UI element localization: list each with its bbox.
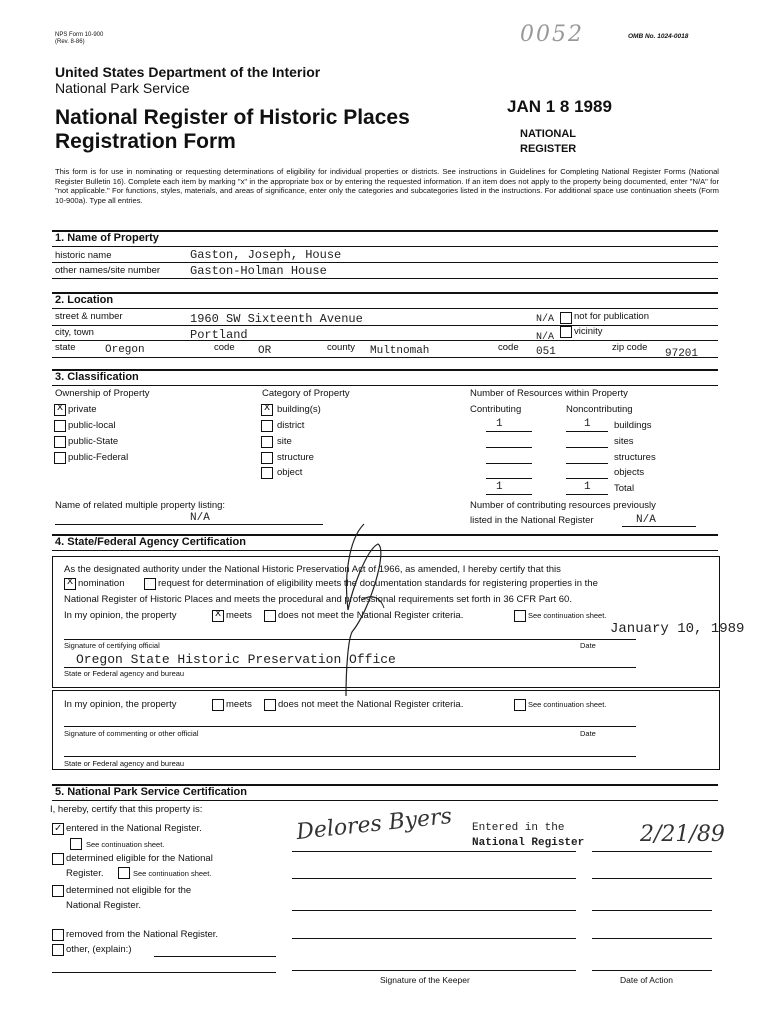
- category-structure-checkbox[interactable]: [261, 452, 273, 464]
- action-date: 2/21/89: [640, 822, 725, 847]
- does-not-meet2-checkbox[interactable]: [264, 699, 276, 711]
- certifying-signature-icon: [326, 520, 396, 700]
- section3-heading: 3. Classification: [55, 371, 139, 383]
- previously-listed-value: N/A: [636, 514, 656, 526]
- section5-heading: 5. National Park Service Certification: [55, 786, 247, 798]
- see-continuation-checkbox[interactable]: [514, 610, 526, 622]
- category-buildings-checkbox[interactable]: [261, 404, 273, 416]
- handwritten-number: 0052: [520, 22, 584, 47]
- agency-value: Oregon State Historic Preservation Office: [76, 652, 396, 667]
- vicinity-checkbox[interactable]: [560, 326, 572, 338]
- ownership-label: Ownership of Property: [55, 388, 150, 399]
- service: National Park Service: [55, 80, 190, 96]
- historic-name-label: historic name: [55, 250, 112, 261]
- not-eligible-label-2: National Register.: [66, 900, 141, 911]
- stamp-national: NATIONAL: [520, 128, 577, 140]
- opinion-prefix: In my opinion, the property: [64, 610, 177, 621]
- determined-eligible-label-1: determined eligible for the National: [66, 853, 213, 864]
- county-code-label: code: [498, 342, 519, 353]
- section1-heading: 1. Name of Property: [55, 232, 159, 244]
- see-cont1-label: See continuation sheet.: [86, 840, 165, 849]
- check-x-icon: x: [214, 608, 222, 620]
- section2-heading: 2. Location: [55, 294, 114, 306]
- meets-checkbox[interactable]: [212, 610, 224, 622]
- ownership-public-local-label: public-local: [68, 420, 116, 431]
- contributing-label: Contributing: [470, 404, 522, 415]
- ownership-private-checkbox[interactable]: [54, 404, 66, 416]
- date-label: Date: [580, 641, 596, 650]
- street-value: 1960 SW Sixteenth Avenue: [190, 312, 363, 326]
- not-eligible-label-1: determined not eligible for the: [66, 885, 192, 896]
- county-label: county: [327, 342, 355, 353]
- agency2-label: State or Federal agency and bureau: [64, 759, 185, 768]
- related-listing-value: N/A: [190, 512, 210, 524]
- date-action-label: Date of Action: [620, 975, 673, 985]
- nomination-label: nomination: [78, 578, 125, 589]
- entered-label: entered in the National Register.: [66, 823, 202, 834]
- certification-date: January 10, 1989: [610, 621, 745, 637]
- ownership-public-federal-label: public-Federal: [68, 452, 129, 463]
- city-label: city, town: [55, 327, 94, 338]
- request-determination-label: request for determination of eligibility meets the documentation standards for registering properties in the: [158, 578, 598, 589]
- vicinity-label: vicinity: [574, 326, 603, 337]
- contributing-buildings: 1: [496, 418, 503, 430]
- resources-objects-label: objects: [614, 467, 645, 478]
- keeper-signature: Delores Byers: [295, 803, 454, 846]
- state-label: state: [55, 342, 76, 353]
- nomination-checkbox[interactable]: [64, 578, 76, 590]
- zip-value: 97201: [665, 348, 699, 360]
- page-subtitle: Registration Form: [55, 130, 236, 153]
- ownership-private-label: private: [68, 404, 97, 415]
- ownership-public-local-checkbox[interactable]: [54, 420, 66, 432]
- does-not-meet-checkbox[interactable]: [264, 610, 276, 622]
- does-not-meet2-label: does not meet the National Register criteria.: [278, 699, 464, 710]
- entered-note-2: National Register: [472, 837, 585, 849]
- certify-line: I, hereby, certify that this property is:: [50, 804, 203, 815]
- keeper-label: Signature of the Keeper: [380, 975, 470, 985]
- cert-line-1: As the designated authority under the National Historic Preservation Act of 1966, as amended, I hereby certify that this: [64, 564, 561, 575]
- city-value: Portland: [190, 328, 248, 342]
- form-number: NPS Form 10-900: [55, 32, 104, 38]
- category-object-label: object: [277, 467, 303, 478]
- section4-heading: 4. State/Federal Agency Certification: [55, 536, 246, 548]
- meets2-checkbox[interactable]: [212, 699, 224, 711]
- ownership-public-federal-checkbox[interactable]: [54, 452, 66, 464]
- other-label: other, (explain:): [66, 944, 132, 955]
- see-continuation2-label: See continuation sheet.: [528, 700, 607, 709]
- ownership-public-state-checkbox[interactable]: [54, 436, 66, 448]
- noncontributing-total: 1: [584, 481, 591, 493]
- noncontributing-buildings: 1: [584, 418, 591, 430]
- previously-listed-label-1: Number of contributing resources previously: [470, 500, 656, 511]
- county-code-value: 051: [536, 346, 556, 358]
- not-for-publication-label: not for publication: [574, 311, 649, 322]
- resources-structures-label: structures: [614, 452, 656, 463]
- form-revision: (Rev. 8-86): [55, 39, 85, 45]
- state-code-label: code: [214, 342, 235, 353]
- see-continuation-label: See continuation sheet.: [528, 611, 607, 620]
- meets2-label: meets: [226, 699, 252, 710]
- related-listing-label: Name of related multiple property listing:: [55, 500, 226, 511]
- request-determination-checkbox[interactable]: [144, 578, 156, 590]
- check-x-icon: x: [263, 402, 271, 414]
- date2-label: Date: [580, 729, 596, 738]
- see-cont1-checkbox[interactable]: [70, 838, 82, 850]
- see-continuation2-checkbox[interactable]: [514, 699, 526, 711]
- resources-sites-label: sites: [614, 436, 634, 447]
- stamp-register: REGISTER: [520, 143, 577, 155]
- resources-buildings-label: buildings: [614, 420, 652, 431]
- contributing-total: 1: [496, 481, 503, 493]
- previously-listed-label-2: listed in the National Register: [470, 515, 594, 526]
- other-checkbox[interactable]: [52, 944, 64, 956]
- entered-note-1: Entered in the: [472, 822, 565, 834]
- ownership-public-state-label: public-State: [68, 436, 119, 447]
- category-label: Category of Property: [262, 388, 350, 399]
- entered-checkbox[interactable]: [52, 823, 64, 835]
- category-site-label: site: [277, 436, 292, 447]
- opinion2-prefix: In my opinion, the property: [64, 699, 177, 710]
- street-label: street & number: [55, 311, 123, 322]
- category-site-checkbox[interactable]: [261, 436, 273, 448]
- not-eligible-checkbox[interactable]: [52, 885, 64, 897]
- resources-label: Number of Resources within Property: [470, 388, 628, 399]
- determined-eligible-checkbox[interactable]: [52, 853, 64, 865]
- category-district-checkbox[interactable]: [261, 420, 273, 432]
- instructions: This form is for use in nominating or requesting determinations of eligibility for individual properties or districts. See instructions in Guidelines for Completing National Register Forms (National Register Bulletin 16). Complete each item by marking "x" in the appropriate box or by entering the requested information. If an item does not apply to the property being documented, enter "N/A" for "not applicable." For functions, styles, materials, and areas of significance, enter only the categories and subcategories listed in the instructions. For additional space use continuation sheets (Form 10-900a). Type all entries.: [55, 167, 719, 205]
- determined-eligible-label-2: Register.: [66, 868, 104, 879]
- state-code-value: OR: [258, 345, 272, 357]
- category-district-label: district: [277, 420, 305, 431]
- see-cont2-checkbox[interactable]: [118, 867, 130, 879]
- check-x-icon: x: [66, 576, 74, 588]
- department: United States Department of the Interior: [55, 64, 321, 80]
- check-x-icon: x: [56, 402, 64, 414]
- category-object-checkbox[interactable]: [261, 467, 273, 479]
- category-buildings-label: building(s): [277, 404, 321, 415]
- other-names-label: other names/site number: [55, 265, 161, 276]
- meets-label: meets: [226, 610, 252, 621]
- page-title: National Register of Historic Places: [55, 106, 410, 129]
- see-cont2-label: See continuation sheet.: [133, 869, 212, 878]
- state-value: Oregon: [105, 344, 145, 356]
- removed-label: removed from the National Register.: [66, 929, 219, 940]
- city-na: N/A: [536, 332, 555, 343]
- other-names-value: Gaston-Holman House: [190, 264, 327, 278]
- does-not-meet-label: does not meet the National Register criteria.: [278, 610, 464, 621]
- zip-label: zip code: [612, 342, 648, 353]
- check-mark-icon: ✓: [54, 823, 62, 835]
- noncontributing-label: Noncontributing: [566, 404, 633, 415]
- omb-number: OMB No. 1024-0018: [628, 33, 689, 40]
- agency-label: State or Federal agency and bureau: [64, 669, 185, 678]
- removed-checkbox[interactable]: [52, 929, 64, 941]
- category-structure-label: structure: [277, 452, 314, 463]
- received-stamp-date: JAN 1 8 1989: [507, 97, 612, 116]
- county-value: Multnomah: [370, 345, 430, 357]
- resources-total-label: Total: [614, 483, 635, 494]
- cert-line-3: National Register of Historic Places and meets the procedural and professional requirements set forth in 36 CFR Part 60.: [64, 594, 572, 605]
- signature-label: Signature of certifying official: [64, 641, 160, 650]
- historic-name-value: Gaston, Joseph, House: [190, 248, 342, 262]
- commenting-signature-label: Signature of commenting or other official: [64, 729, 199, 738]
- street-na: N/A: [536, 314, 555, 325]
- not-for-publication-checkbox[interactable]: [560, 312, 572, 324]
